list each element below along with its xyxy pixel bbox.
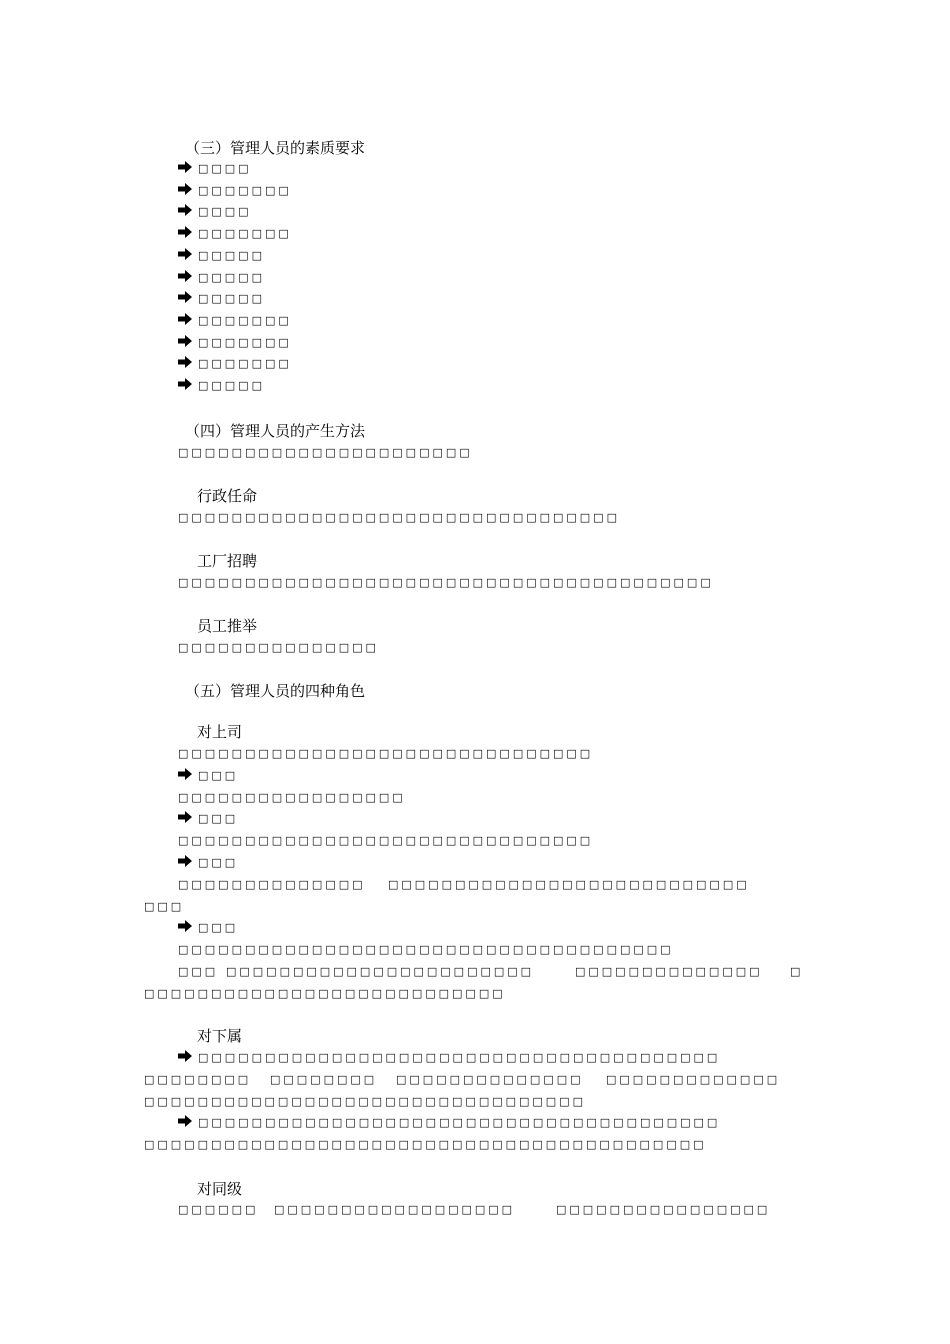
superior-bullet-1-label: □□□	[198, 769, 239, 782]
subordinate-bullet-2-text: □□□□□□□□□□□□□□□□□□□□□□□□□□□□□□□□□□□□□□□	[198, 1116, 721, 1129]
superior-bullet-4-text-2a: □□□	[178, 965, 219, 978]
role-subordinate-title: 对下属	[197, 1027, 243, 1045]
superior-bullet-4-text-3: □□□□□□□□□□□□□□□□□□□□□□□□□□□	[144, 987, 506, 1000]
superior-bullet-4-text-2d: □	[790, 965, 804, 978]
arrow-bullet-icon	[178, 335, 192, 347]
qualification-item	[178, 204, 252, 219]
qualification-item-label: □□□□□□□	[198, 227, 292, 240]
qualification-item-label: □□□□□□□	[198, 184, 292, 197]
role-peer-text-c: □□□□□□□□□□□□□□□□	[556, 1203, 771, 1216]
subordinate-bullet-1-cont-b: □□□□□□□□	[270, 1073, 378, 1086]
role-peer-title: 对同级	[197, 1180, 243, 1198]
superior-bullet-4-text-1: □□□□□□□□□□□□□□□□□□□□□□□□□□□□□□□□□□□□□	[178, 943, 674, 956]
qualification-item	[178, 248, 265, 263]
qualification-item	[178, 378, 265, 393]
subordinate-bullet-1-cont-d: □□□□□□□□□□□□□	[606, 1073, 781, 1086]
section-5-heading: （五）管理人员的四种角色	[185, 682, 366, 700]
role-peer-text-b: □□□□□□□□□□□□□□□□□□	[274, 1203, 516, 1216]
arrow-bullet-icon	[178, 768, 192, 780]
method-recruitment-title: 工厂招聘	[197, 552, 258, 570]
superior-bullet-2-text: □□□□□□□□□□□□□□□□□□□□□□□□□□□□□□□	[178, 834, 594, 847]
qualification-item	[178, 335, 292, 350]
qualification-item	[178, 161, 252, 176]
superior-bullet-4	[178, 920, 238, 935]
qualification-item	[178, 356, 292, 371]
method-election-title: 员工推举	[197, 617, 258, 635]
arrow-bullet-icon	[178, 204, 192, 216]
superior-bullet-2	[178, 811, 238, 826]
arrow-bullet-icon	[178, 1050, 192, 1062]
superior-bullet-4-label: □□□	[198, 921, 239, 934]
qualification-item	[178, 270, 265, 285]
qualification-item	[178, 291, 265, 306]
superior-bullet-4-text-2b: □□□□□□□□□□□□□□□□□□□□□□□	[226, 965, 535, 978]
section-4-intro: □□□□□□□□□□□□□□□□□□□□□□	[178, 446, 473, 459]
arrow-bullet-icon	[178, 291, 192, 303]
superior-bullet-3-text-c: □□□	[144, 900, 185, 913]
subordinate-bullet-2-cont: □□□□□□□□□□□□□□□□□□□□□□□□□□□□□□□□□□□□□□□□□□	[144, 1138, 707, 1151]
qualification-item-label: □□□□□□□	[198, 314, 292, 327]
method-recruitment-text: □□□□□□□□□□□□□□□□□□□□□□□□□□□□□□□□□□□□□□□□	[178, 576, 714, 589]
method-election-text: □□□□□□□□□□□□□□□	[178, 641, 379, 654]
qualification-item-label: □□□□□	[198, 379, 265, 392]
method-appointment-title: 行政任命	[197, 487, 258, 505]
role-superior-intro: □□□□□□□□□□□□□□□□□□□□□□□□□□□□□□□	[178, 747, 594, 760]
role-peer-text-a: □□□□□□	[178, 1203, 259, 1216]
qualification-item-label: □□□□□	[198, 249, 265, 262]
qualification-item	[178, 226, 292, 241]
qualification-item-label: □□□□□□□	[198, 336, 292, 349]
superior-bullet-4-text-2c: □□□□□□□□□□□□□□	[575, 965, 763, 978]
arrow-bullet-icon	[178, 248, 192, 260]
arrow-bullet-icon	[178, 313, 192, 325]
superior-bullet-3-label: □□□	[198, 856, 239, 869]
arrow-bullet-icon	[178, 378, 192, 390]
qualification-item	[178, 313, 292, 328]
arrow-bullet-icon	[178, 270, 192, 282]
subordinate-bullet-1-cont-a: □□□□□□□□	[144, 1073, 252, 1086]
qualification-item-label: □□□□□□□	[198, 357, 292, 370]
role-superior-title: 对上司	[197, 723, 243, 741]
qualification-item-label: □□□□□	[198, 271, 265, 284]
qualification-item	[178, 183, 292, 198]
subordinate-bullet-1-cont-2: □□□□□□□□□□□□□□□□□□□□□□□□□□□□□□□□□	[144, 1095, 586, 1108]
subordinate-bullet-1	[178, 1050, 720, 1065]
arrow-bullet-icon	[178, 161, 192, 173]
superior-bullet-3-text-b: □□□□□□□□□□□□□□□□□□□□□□□□□□□	[388, 878, 750, 891]
superior-bullet-1	[178, 768, 238, 783]
arrow-bullet-icon	[178, 1115, 192, 1127]
arrow-bullet-icon	[178, 183, 192, 195]
arrow-bullet-icon	[178, 811, 192, 823]
section-4-heading: （四）管理人员的产生方法	[185, 422, 366, 440]
arrow-bullet-icon	[178, 226, 192, 238]
method-appointment-text: □□□□□□□□□□□□□□□□□□□□□□□□□□□□□□□□□	[178, 511, 620, 524]
subordinate-bullet-1-cont-c: □□□□□□□□□□□□□□	[396, 1073, 584, 1086]
superior-bullet-3-text-a: □□□□□□□□□□□□□□	[178, 878, 366, 891]
arrow-bullet-icon	[178, 920, 192, 932]
section-3-heading: （三）管理人员的素质要求	[185, 139, 366, 157]
superior-bullet-2-label: □□□	[198, 812, 239, 825]
arrow-bullet-icon	[178, 855, 192, 867]
subordinate-bullet-1-text: □□□□□□□□□□□□□□□□□□□□□□□□□□□□□□□□□□□□□□□	[198, 1051, 721, 1064]
superior-bullet-1-text: □□□□□□□□□□□□□□□□□	[178, 791, 406, 804]
qualification-item-label: □□□□	[198, 162, 252, 175]
superior-bullet-3	[178, 855, 238, 870]
qualification-item-label: □□□□□	[198, 292, 265, 305]
qualification-item-label: □□□□	[198, 205, 252, 218]
subordinate-bullet-2	[178, 1115, 720, 1130]
arrow-bullet-icon	[178, 356, 192, 368]
